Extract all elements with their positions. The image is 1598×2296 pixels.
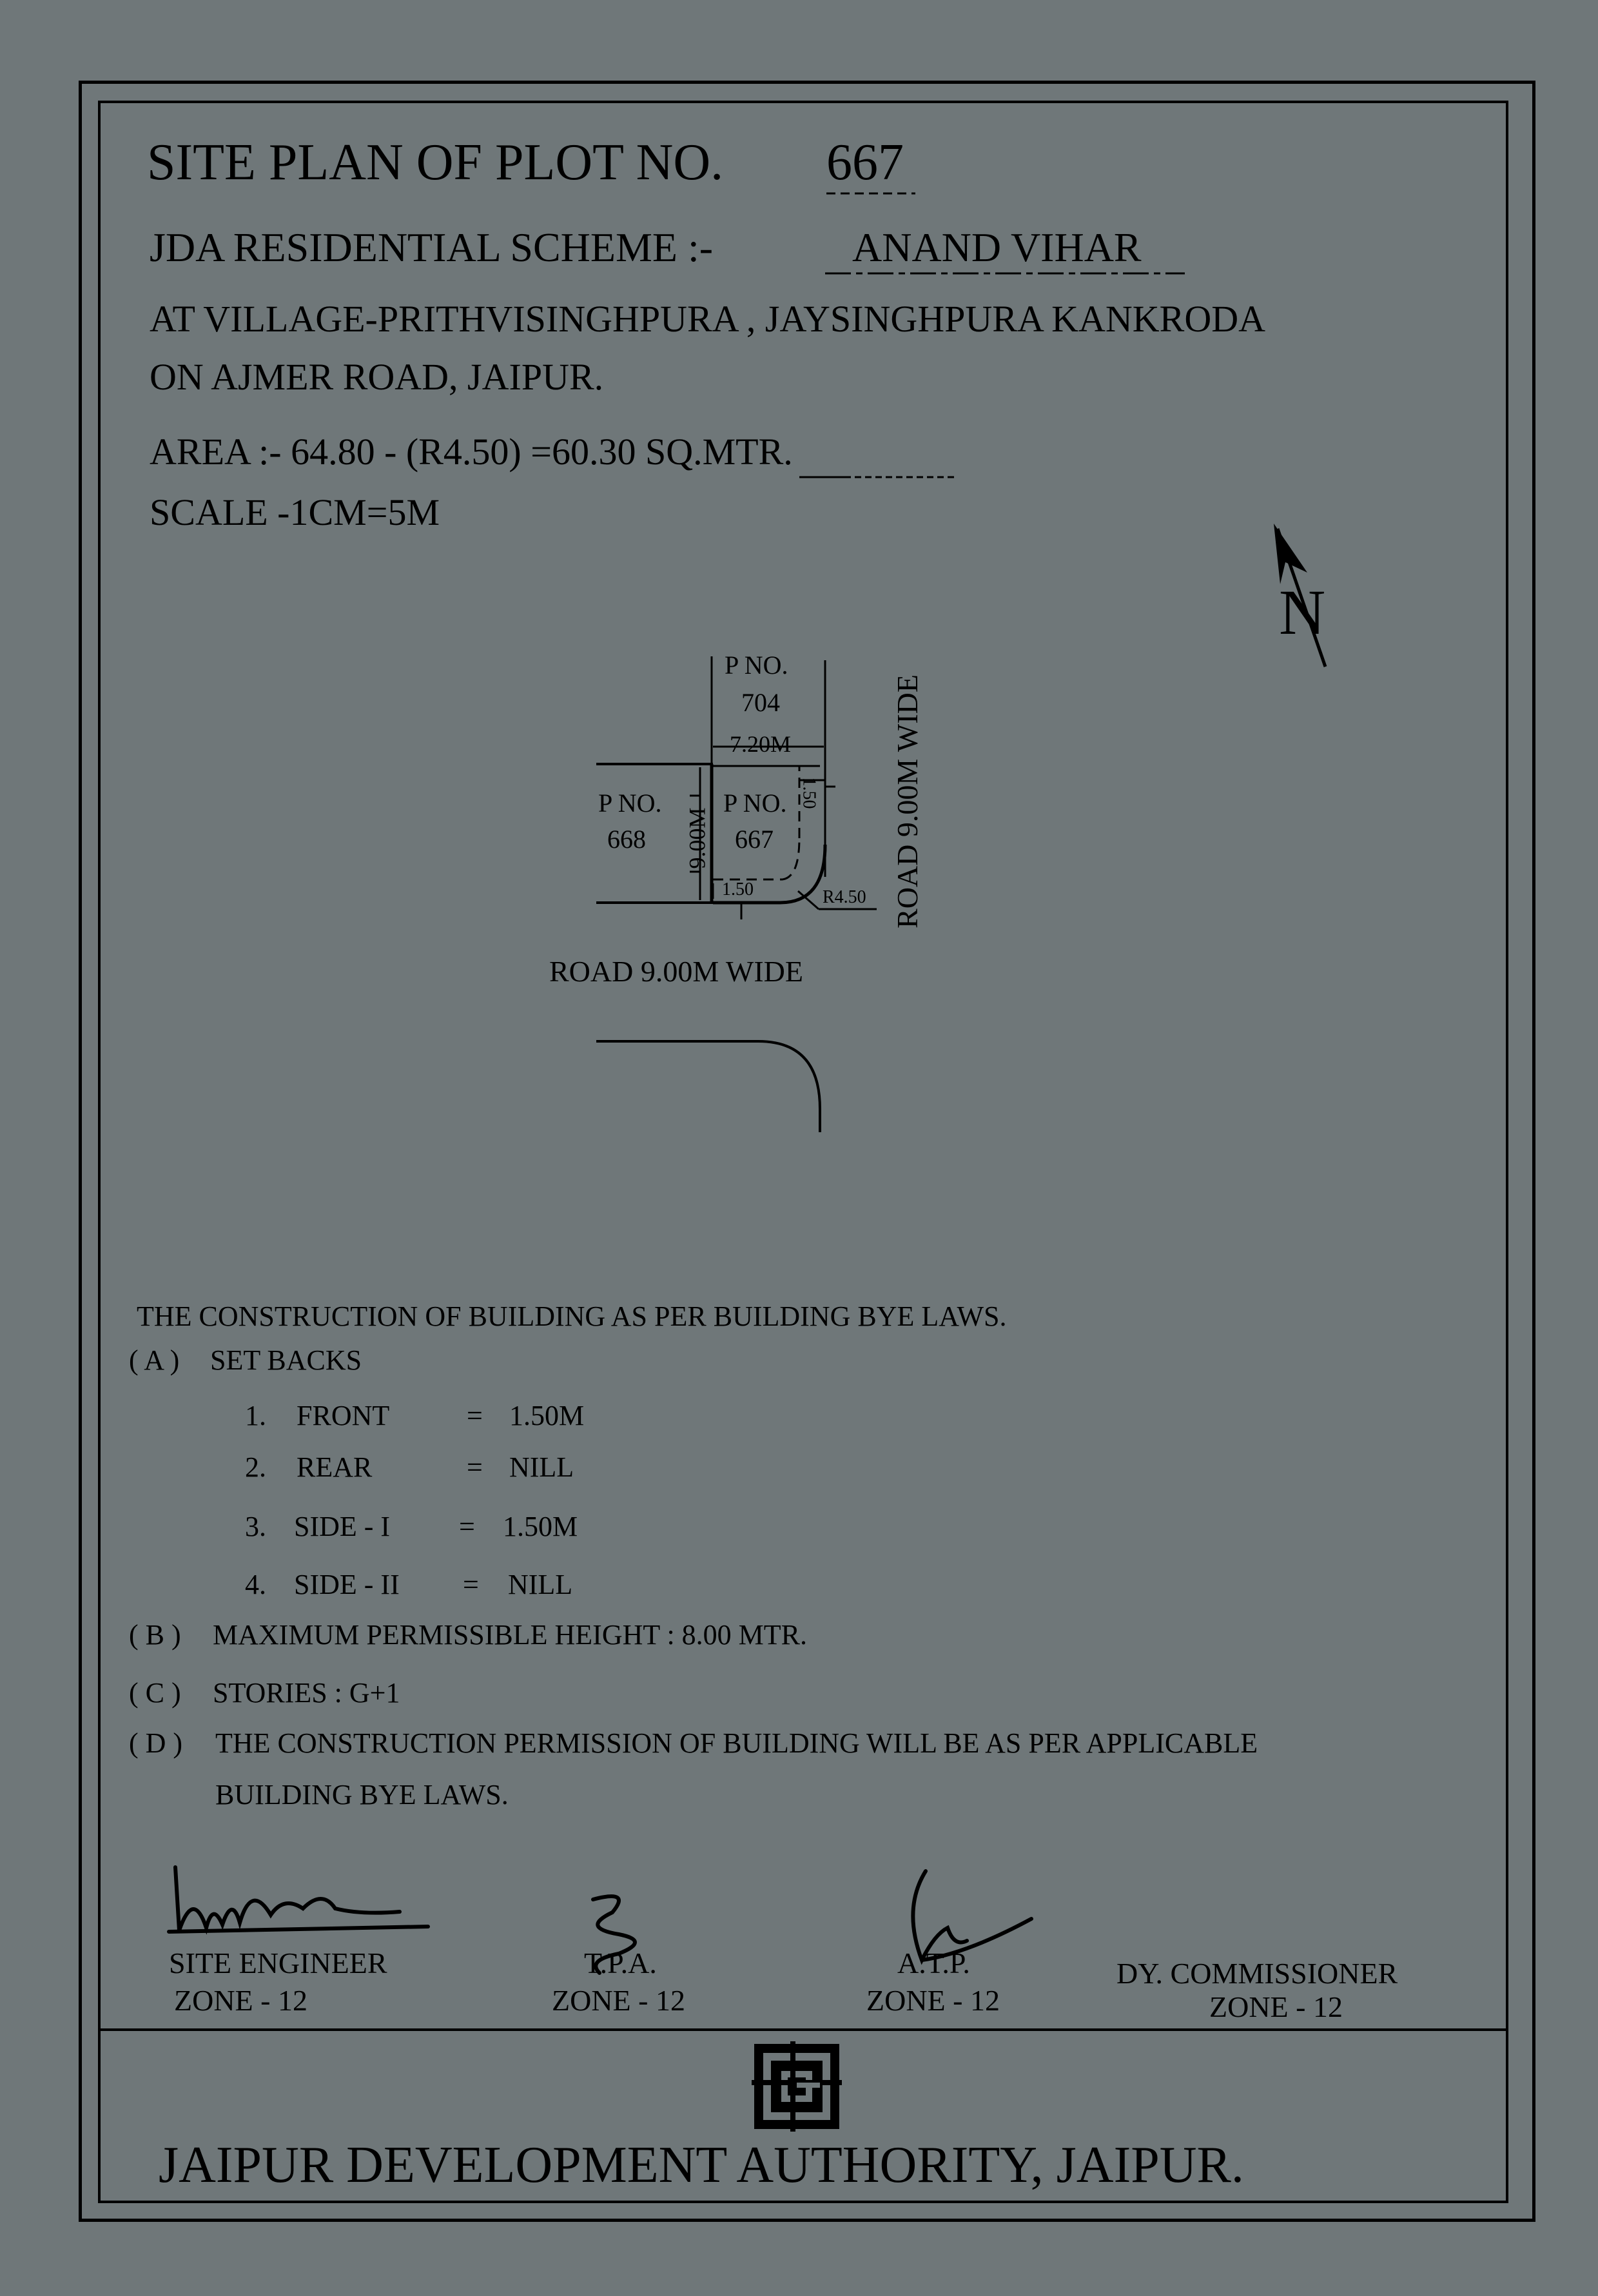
- note-c-text: STORIES : G+1: [213, 1677, 400, 1709]
- plot-668-label: P NO.: [598, 789, 662, 818]
- signature-zone: ZONE - 12: [174, 1984, 307, 2017]
- signature-zone: ZONE - 12: [866, 1984, 1000, 2017]
- corner-radius-label: R4.50: [823, 887, 866, 907]
- setback-name: SIDE - II: [294, 1569, 400, 1600]
- plot-704-number: 704: [741, 688, 780, 717]
- plot-667-number: 667: [735, 825, 774, 854]
- width-dimension: 7.20M: [730, 731, 792, 757]
- road-line: ON AJMER ROAD, JAIPUR.: [150, 356, 604, 398]
- authority-name: JAIPUR DEVELOPMENT AUTHORITY, JAIPUR.: [159, 2137, 1244, 2193]
- setback-value: 1.50M: [509, 1400, 585, 1431]
- plot-667-label: P NO.: [723, 789, 787, 818]
- depth-dimension: 9.00M: [684, 807, 710, 869]
- footer-divider: [98, 2028, 1508, 2031]
- note-d-text: THE CONSTRUCTION PERMISSION OF BUILDING WILL BE AS PER APPLICABLE: [215, 1727, 1258, 1759]
- note-b-label: ( B ): [129, 1619, 181, 1651]
- road-vertical-label: ROAD 9.00M WIDE: [890, 674, 924, 928]
- signature-zone: ZONE - 12: [1209, 1990, 1343, 2023]
- side-setback-dimension: 1.50: [799, 777, 819, 809]
- setback-name: SIDE - I: [294, 1511, 391, 1542]
- scheme-name: ANAND VIHAR: [852, 224, 1142, 270]
- setback-num: 4.: [245, 1569, 266, 1600]
- setback-value: NILL: [508, 1569, 573, 1600]
- village-line: AT VILLAGE-PRITHVISINGHPURA , JAYSINGHPURA KANKRODA: [150, 298, 1266, 340]
- front-setback-dimension: 1.50: [722, 879, 754, 899]
- note-d-text-continued: BUILDING BYE LAWS.: [215, 1779, 509, 1810]
- plot-668-number: 668: [607, 825, 646, 854]
- notes-intro: THE CONSTRUCTION OF BUILDING AS PER BUILDING BYE LAWS.: [137, 1300, 1007, 1332]
- signature-title: T.P.A.: [584, 1947, 657, 1979]
- signature-title: A.T.P.: [897, 1947, 970, 1979]
- setback-num: 1.: [245, 1400, 266, 1431]
- note-a-text: SET BACKS: [210, 1344, 362, 1376]
- signature-zone: ZONE - 12: [552, 1984, 685, 2017]
- plot-number: 667: [826, 134, 904, 191]
- setback-eq: =: [467, 1400, 483, 1431]
- note-a-label: ( A ): [129, 1344, 180, 1376]
- north-label: N: [1279, 576, 1326, 648]
- setback-value: 1.50M: [503, 1511, 578, 1542]
- note-b-text: MAXIMUM PERMISSIBLE HEIGHT : 8.00 MTR.: [213, 1619, 808, 1651]
- road-horizontal-label: ROAD 9.00M WIDE: [549, 955, 803, 988]
- setback-num: 3.: [245, 1511, 266, 1542]
- signature-title: DY. COMMISSIONER: [1116, 1957, 1398, 1990]
- setback-eq: =: [463, 1569, 479, 1600]
- note-d-label: ( D ): [129, 1727, 183, 1759]
- setback-num: 2.: [245, 1451, 266, 1483]
- jda-emblem-icon: [752, 2041, 842, 2132]
- note-c-label: ( C ): [129, 1677, 181, 1709]
- plot-704-label: P NO.: [725, 651, 788, 680]
- setback-name: REAR: [297, 1451, 373, 1483]
- setback-value: NILL: [509, 1451, 574, 1483]
- scheme-prefix: JDA RESIDENTIAL SCHEME :-: [150, 224, 714, 270]
- scale-line: SCALE -1CM=5M: [150, 491, 440, 533]
- setback-name: FRONT: [297, 1400, 390, 1431]
- setback-eq: =: [467, 1451, 483, 1483]
- area-line: AREA :- 64.80 - (R4.50) =60.30 SQ.MTR.: [150, 431, 793, 473]
- setback-eq: =: [459, 1511, 475, 1542]
- title-prefix: SITE PLAN OF PLOT NO.: [147, 134, 724, 191]
- signature-title: SITE ENGINEER: [169, 1947, 387, 1979]
